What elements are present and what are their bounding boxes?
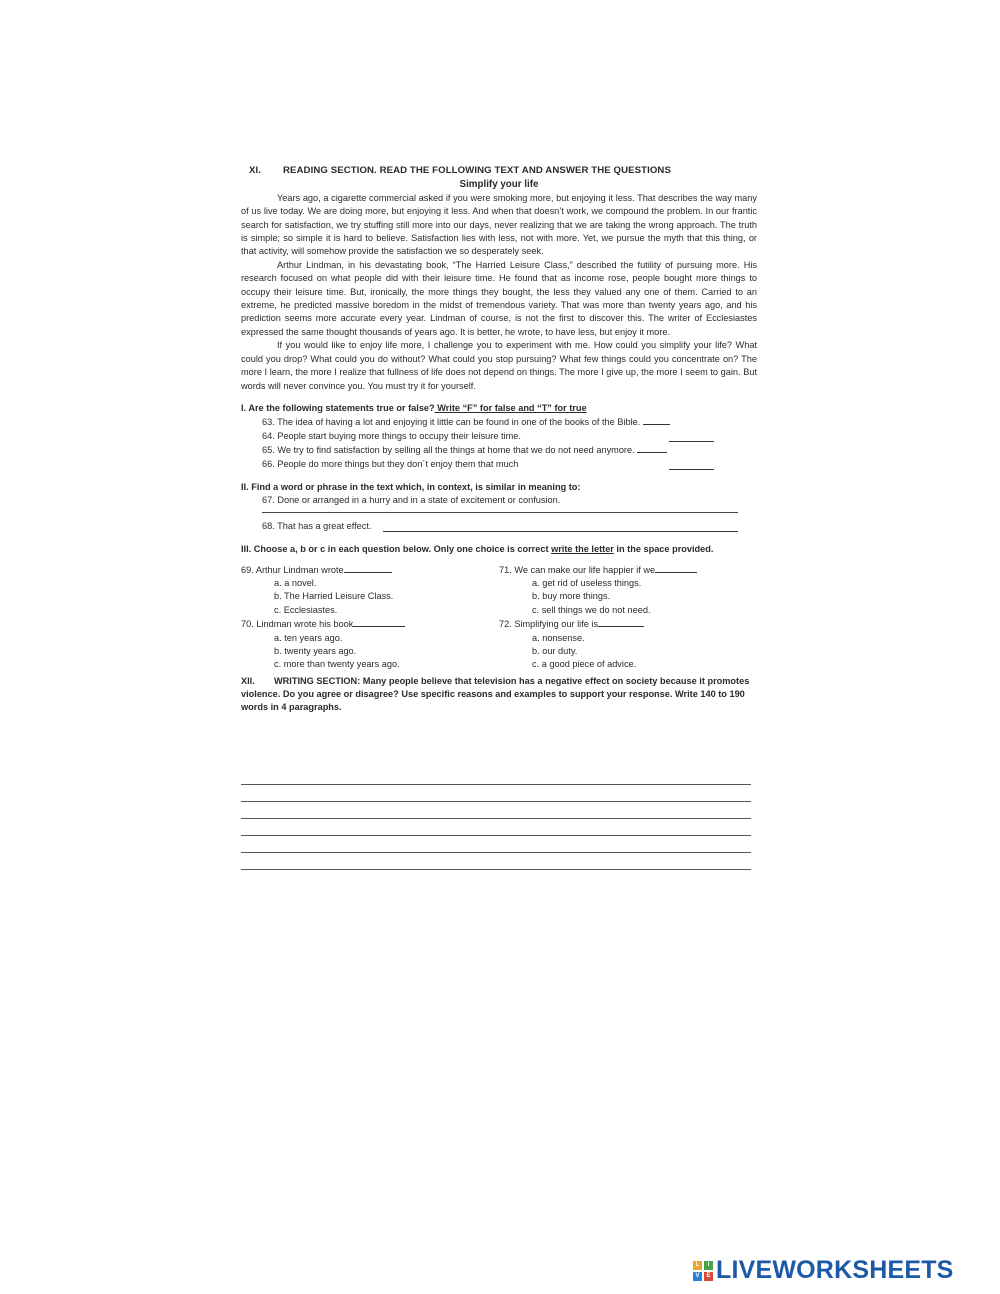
mc-option[interactable]: c. more than twenty years ago. [274, 659, 400, 670]
mc-question: 71. We can make our life happier if we [499, 563, 757, 577]
writing-line[interactable] [241, 819, 751, 836]
mc-option[interactable]: b. twenty years ago. [274, 646, 357, 656]
part3-heading: III. Choose a, b or c in each question below. Only one choice is correct write the letter in the space provided. [241, 544, 714, 555]
mc-option[interactable]: a. a novel. [274, 577, 317, 588]
answer-blank[interactable] [669, 460, 714, 470]
answer-blank[interactable] [353, 617, 405, 627]
liveworksheets-logo [693, 1256, 954, 1285]
tf-item: 66. People do more things but they don´t enjoy them that much [241, 458, 757, 471]
section-number: XI. [249, 165, 262, 176]
mc-option[interactable]: a. ten years ago. [274, 632, 343, 643]
writing-line[interactable] [241, 836, 751, 853]
passage-paragraph: If you would like to enjoy life more, I challenge you to experiment with me. How could you simplify your life? What could you drop? What could you do without? What could you stop pursuing? What few things could you concentrate on? The more I learn, the more I realize that fullness of life does not depend on things. The more I give up, the more I seem to gain. But words will never convince you. You must try it for yourself. [241, 340, 757, 391]
mc-option[interactable]: a. nonsense. [532, 632, 585, 643]
writing-line[interactable] [241, 853, 751, 870]
answer-blank[interactable] [643, 415, 670, 425]
mc-option[interactable]: b. buy more things. [532, 591, 611, 602]
logo-tile: I [704, 1261, 713, 1270]
logo-text: LIVEWORKSHEETS [716, 1256, 954, 1284]
writing-line[interactable] [241, 768, 751, 785]
part1-instruction: Write “F” for false and “T” for true [434, 402, 587, 413]
part1-heading: I. Are the following statements true or false? Write “F” for false and “T” for true [241, 402, 587, 413]
tf-item: 65. We try to find satisfaction by selling all the things at home that we do not need anymore. [241, 443, 757, 457]
mc-option[interactable]: a. get rid of useless things. [532, 577, 642, 588]
mc-question: 70. Lindman wrote his book [241, 617, 491, 631]
answer-line-row [241, 508, 757, 520]
mc-option[interactable]: b. The Harried Leisure Class. [274, 591, 394, 602]
passage-paragraph: Arthur Lindman, in his devastating book, “The Harried Leisure Class,” described the futility of pursuing more. His research focused on what people did with their leisure time. He found that as income rose, people bought more things to occupy their leisure time. But, ironically, the more things they bought, the less they valued any one of them. Carried to an extreme, he predicted massive boredom in the midst of tremendous variety. That was more than twenty years ago, and his prediction seems more accurate every year. Lindman of course, is not the first to discover this. The writer of Ecclesiastes expressed the same thought thousands of years ago. It is better, he wrote, to have less, but enjoy it more. [241, 259, 757, 337]
answer-blank[interactable] [383, 522, 738, 532]
worksheet [241, 164, 757, 715]
answer-blank[interactable] [669, 432, 714, 442]
vocab-item: 67. Done or arranged in a hurry and in a state of excitement or confusion. [262, 495, 561, 506]
tf-item: 64. People start buying more things to occupy their leisure time. [241, 430, 757, 443]
mc-option[interactable]: c. a good piece of advice. [532, 659, 637, 670]
logo-tile: L [693, 1261, 702, 1270]
mc-question: 72. Simplifying our life is [499, 617, 757, 631]
answer-blank[interactable] [637, 443, 667, 453]
mc-option[interactable]: c. sell things we do not need. [532, 604, 651, 615]
logo-tile: V [693, 1272, 702, 1281]
mc-right-column [499, 563, 757, 672]
passage-title: Simplify your life [459, 179, 539, 191]
logo-tile: E [704, 1272, 713, 1281]
writing-prompt: WRITING SECTION: Many people believe that television has a negative effect on society because it promotes violence. Do you agree or disagree? Use specific reasons and examples to support your response. Write 140 to 190 words in 4 paragraphs. [241, 675, 750, 713]
mc-question: 69. Arthur Lindman wrote [241, 563, 491, 577]
answer-blank[interactable] [655, 563, 697, 573]
vocab-item: 68. That has a great effect. [241, 520, 757, 533]
writing-area[interactable] [241, 768, 751, 870]
mc-left-column [241, 563, 491, 672]
answer-blank[interactable] [598, 617, 644, 627]
logo-grid-icon [693, 1261, 713, 1281]
part2-heading: II. Find a word or phrase in the text which, in context, is similar in meaning to: [241, 481, 581, 492]
mc-option[interactable]: c. Ecclesiastes. [274, 604, 338, 615]
multiple-choice-block [241, 563, 757, 671]
tf-item: 63. The idea of having a lot and enjoying it little can be found in one of the books of the Bible. [241, 415, 757, 429]
writing-section-heading [241, 675, 757, 715]
answer-blank[interactable] [344, 563, 392, 573]
reading-section-heading [241, 164, 757, 177]
section-heading-text: READING SECTION. READ THE FOLLOWING TEXT AND ANSWER THE QUESTIONS [283, 165, 671, 176]
answer-line[interactable] [262, 512, 738, 513]
passage-paragraph: Years ago, a cigarette commercial asked if you were smoking more, but enjoying it less. That describes the way many of us live today. We are doing more, but enjoying it less. And when that doesn’t work, we compound the problem. In our frantic search for satisfaction, we try stuffing still more into our days, never realizing that we are taking the wrong approach. The truth is simple; so simple it is hard to believe. Satisfaction lies with less, not with more. Yet, we pursue the myth that this thing, or that activity, will somehow provide the satisfaction we so desperately seek. [241, 192, 757, 257]
writing-line[interactable] [241, 785, 751, 802]
writing-line[interactable] [241, 802, 751, 819]
section-number: XII. [241, 675, 255, 686]
mc-option[interactable]: b. our duty. [532, 646, 578, 656]
